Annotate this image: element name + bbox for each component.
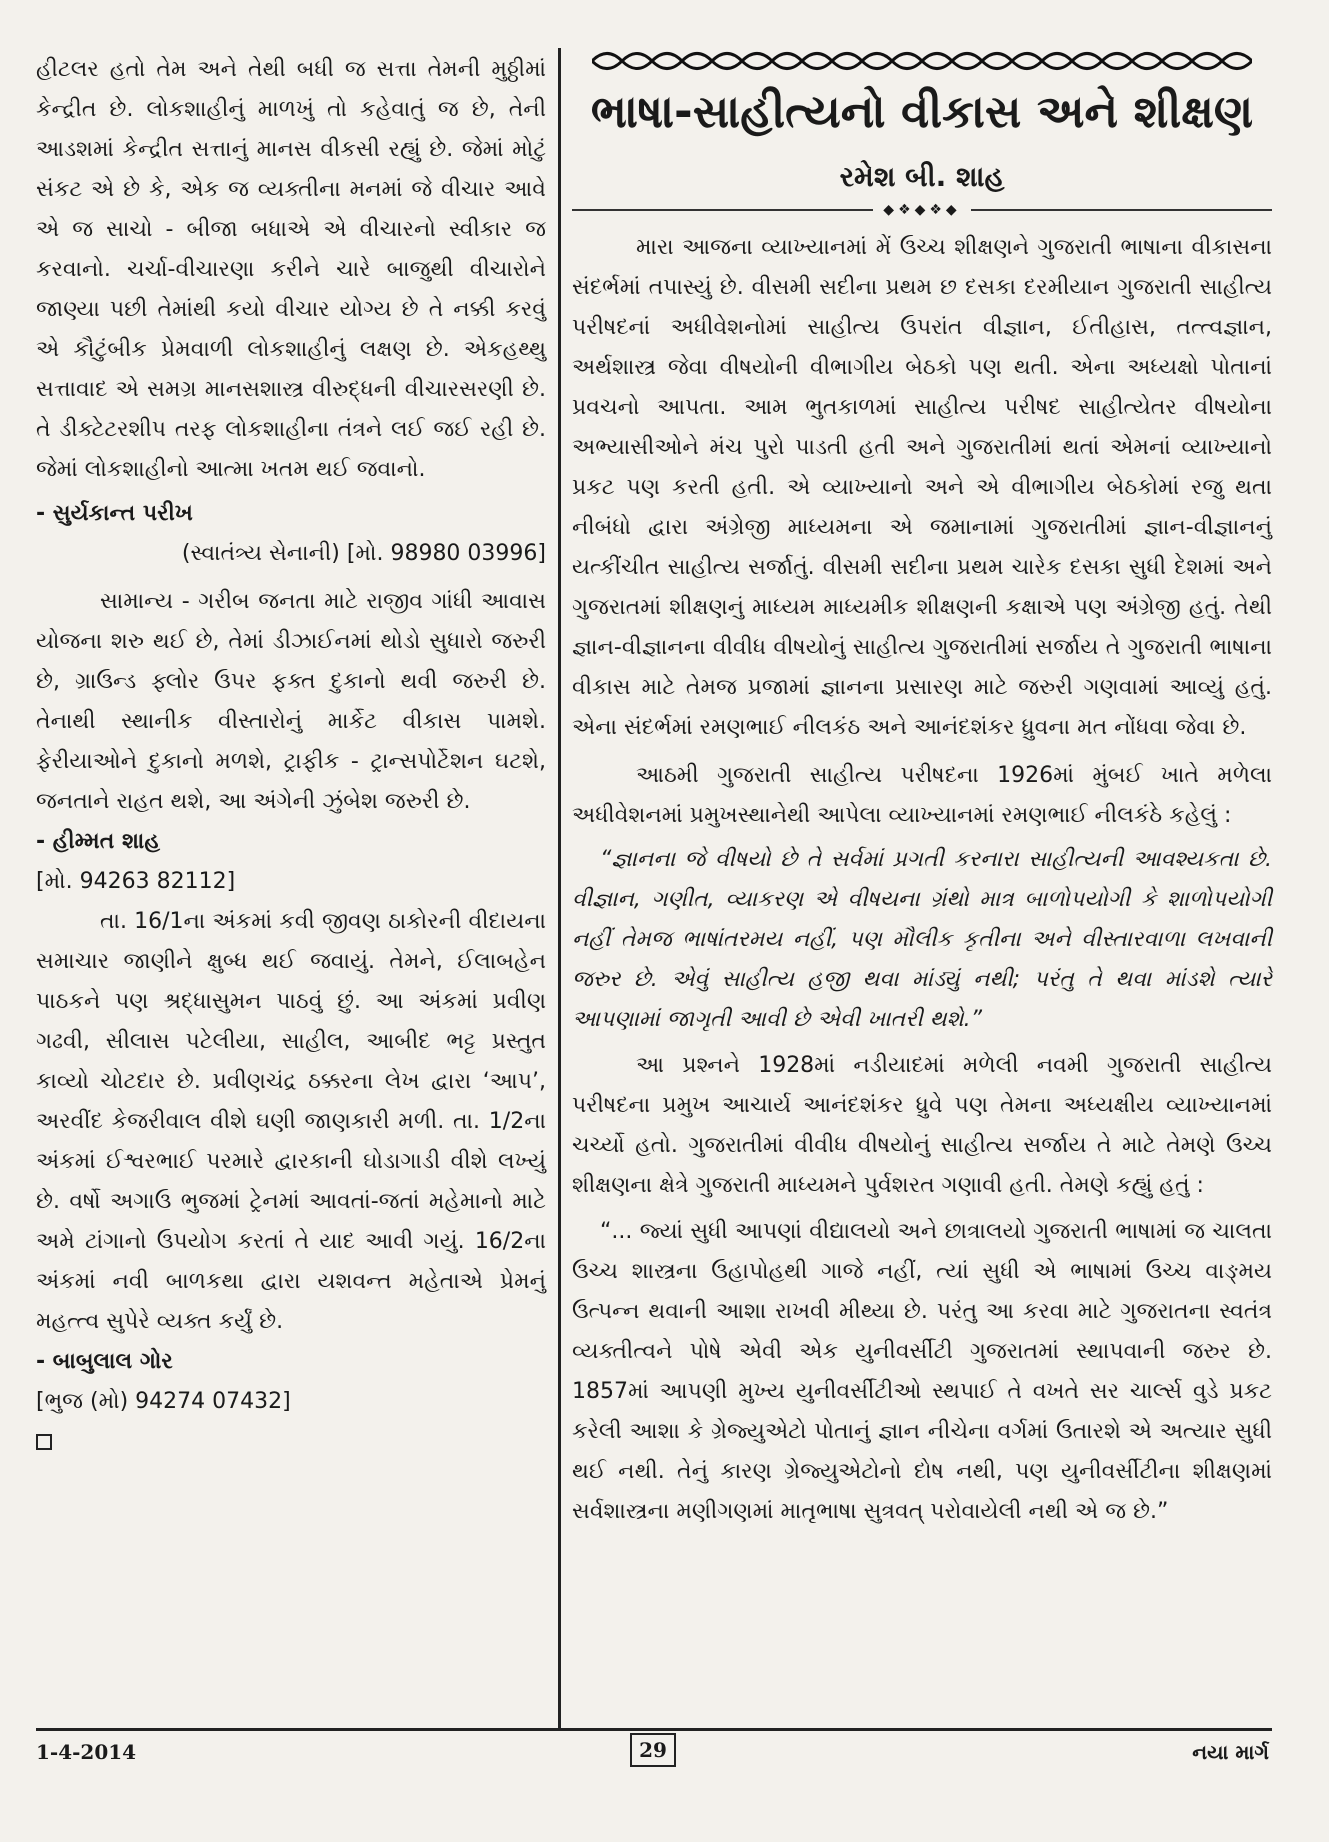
right-column [572, 48, 1272, 1532]
letter-paragraph-1: હીટલર હતો તેમ અને તેથી બધી જ સત્તા તેમની મુઠ્ઠીમાં કેન્દ્રીત છે. લોકશાહીનું માળખું તો કહેવાતું જ છે, તેની આડશમાં કેન્દ્રીત સત્તાનું માનસ વીકસી રહ્યું છે. જેમાં મોટું સંકટ એ છે કે, એક જ વ્યક્તીના મનમાં જે વીચાર આવે એ જ સાચો - બીજા બધાએ એ વીચારનો સ્વીકાર જ કરવાનો. ચર્ચા-વીચારણા કરીને ચારે બાજુથી વીચારોને જાણ્યા પછી તેમાંથી કયો વીચાર યોગ્ય છે તે નક્કી કરવું એ કૌટુંબીક પ્રેમવાળી લોકશાહીનું લક્ષણ છે. એકહથ્થુ સત્તાવાદ એ સમગ્ર માનસશાસ્ત્ર વીરુદ્ધની વીચારસરણી છે. તે ડીક્ટેટરશીપ તરફ લોકશાહીના તંત્રને લઈ જઈ રહી છે. જેમાં લોકશાહીનો આત્મા ખતમ થઈ જવાનો. [36, 57, 546, 482]
article-author: રમેશ બી. શાહ [839, 160, 1005, 193]
end-box-icon [36, 1434, 52, 1450]
signature-note-3: [ભુજ (મો) 94274 07432] [36, 1389, 291, 1414]
article-body [572, 228, 1272, 1532]
article-title: ભાષા-સાહીત્યનો વીકાસ અને શીક્ષણ [590, 85, 1254, 138]
letter-paragraph-2: સામાન્ય - ગરીબ જનતા માટે રાજીવ ગાંધી આવાસ યોજના શરુ થઈ છે, તેમાં ડીઝાઈનમાં થોડો સુધારો જરુરી છે, ગ્રાઉન્ડ ફ્લોર ઉપર ફક્ત દુકાનો થવી જરુરી છે. તેનાથી સ્થાનીક વીસ્તારોનું માર્કેટ વીકાસ પામશે. ફેરીયાઓને દુકાનો મળશે, ટ્રાફીક - ટ્રાન્સપોર્ટેશન ઘટશે, જનતાને રાહત થશે, આ અંગેની ઝુંબેશ જરુરી છે. [36, 589, 546, 814]
signature-suryakant: - સુર્યકાન્ત પરીખ [36, 501, 193, 526]
letter-paragraph-3: તા. 16/1ના અંકમાં કવી જીવણ ઠાકોરની વીદાયના સમાચાર જાણીને ક્ષુબ્ધ થઈ જવાયું. તેમને, ઈલાબહેન પાઠકને પણ શ્રદ્ધાસુમન પાઠવું છું. આ અંકમાં પ્રવીણ ગઢવી, સીલાસ પટેલીયા, સાહીલ, આબીદ ભટ્ટ પ્રસ્તુત કાવ્યો ચોટદાર છે. પ્રવીણચંદ્ર ઠક્કરના લેખ દ્વારા ‘આપ’, અરવીંદ કેજરીવાલ વીશે ઘણી જાણકારી મળી. તા. 1/2ના અંકમાં ઈશ્વરભાઈ પરમારે દ્વારકાની ઘોડાગાડી વીશે લખ્યું છે. વર્ષો અગાઉ ભુજમાં ટ્રેનમાં આવતાં-જતાં મહેમાનો માટે અમે ટાંગાનો ઉપયોગ કરતાં તે યાદ આવી ગયું. 16/2ના અંકમાં નવી બાળકથા દ્વારા યશવન્ત મહેતાએ પ્રેમનું મહત્ત્વ સુપેરે વ્યક્ત કર્યું છે. [36, 909, 546, 1334]
article-paragraph-1: મારા આજના વ્યાખ્યાનમાં મેં ઉચ્ચ શીક્ષણને ગુજરાતી ભાષાના વીકાસના સંદર્ભમાં તપાસ્યું છે. વીસમી સદીના પ્રથમ છ દસકા દરમીયાન ગુજરાતી સાહીત્ય પરીષદનાં અધીવેશનોમાં સાહીત્ય ઉપરાંત વીજ્ઞાન, ઈતીહાસ, તત્ત્વજ્ઞાન, અર્થશાસ્ત્ર જેવા વીષયોની વીભાગીય બેઠકો પણ થતી. એના અધ્યક્ષો પોતાનાં પ્રવચનો આપતા. આમ ભુતકાળમાં સાહીત્ય પરીષદ સાહીત્યેતર વીષયોના અભ્યાસીઓને મંચ પુરો પાડતી હતી અને ગુજરાતીમાં થતાં એમનાં વ્યાખ્યાનો પ્રકટ પણ કરતી હતી. એ વ્યાખ્યાનો અને એ વીભાગીય બેઠકોમાં રજુ થતા નીબંધો દ્વારા અંગ્રેજી માધ્યમના એ જમાનામાં ગુજરાતીમાં જ્ઞાન-વીજ્ઞાનનું યત્કીંચીત સાહીત્ય સર્જાતું. વીસમી સદીના પ્રથમ ચારેક દસકા સુધી દેશમાં અને ગુજરાતમાં શીક્ષણનું માધ્યમ માધ્યમીક શીક્ષણની કક્ષાએ પણ અંગ્રેજી હતું. તેથી જ્ઞાન-વીજ્ઞાનના વીવીધ વીષયોનું સાહીત્ય ગુજરાતીમાં સર્જાય તે ગુજરાતી ભાષાના વીકાસ માટે તેમજ પ્રજામાં જ્ઞાનના પ્રસારણ માટે જરુરી ગણવામાં આવ્યું હતું. એના સંદર્ભમાં રમણભાઈ નીલકંઠ અને આનંદશંકર ધ્રુવના મત નોંધવા જેવા છે. [572, 235, 1272, 740]
author-divider [572, 200, 1272, 220]
wave-ornament-icon [592, 48, 1252, 74]
issue-date: 1-4-2014 [36, 1740, 137, 1764]
article-paragraph-3: આ પ્રશ્નને 1928માં નડીયાદમાં મળેલી નવમી ગુજરાતી સાહીત્ય પરીષદના પ્રમુખ આચાર્ય આનંદશંકર ધ્રુવે પણ તેમના અધ્યક્ષીય વ્યાખ્યાનમાં ચર્ચ્યો હતો. ગુજરાતીમાં વીવીધ વીષયોનું સાહીત્ય સર્જાય તે માટે તેમણે ઉચ્ચ શીક્ષણના ક્ષેત્રે ગુજરાતી માધ્યમને પુર્વશરત ગણાવી હતી. તેમણે કહ્યું હતું : [572, 1053, 1272, 1198]
left-column [36, 50, 546, 1462]
magazine-name: નયા માર્ગ [1192, 1740, 1269, 1764]
footer-rule [36, 1728, 1272, 1731]
ornament-border [572, 48, 1272, 74]
quote-ramanbhai: “જ્ઞાનના જે વીષયો છે તે સર્વમાં પ્રગતી કરનારા સાહીત્યની આવશ્યકતા છે. વીજ્ઞાન, ગણીત, વ્યાકરણ એ વીષયના ગ્રંથો માત્ર બાળોપયોગી કે શાળોપયોગી નહીં તેમજ ભાષાંતરમય નહીં, પણ મૌલીક કૃતીના અને વીસ્તારવાળા લખવાની જરુર છે. એવું સાહીત્ય હજી થવા માંડ્યું નથી; પરંતુ તે થવા માંડશે ત્યારે આપણામાં જાગૃતી આવી છે એવી ખાતરી થશે.” [572, 847, 1272, 1032]
signature-note-1: (સ્વાતંત્ર્ય સેનાની) [મો. 98980 03996] [181, 541, 546, 566]
column-divider [558, 48, 561, 1728]
quote-anandshankar: “... જ્યાં સુધી આપણાં વીદ્યાલયો અને છાત્રાલયો ગુજરાતી ભાષામાં જ ચાલતા ઉચ્ચ શાસ્ત્રના ઉહાપોહથી ગાજે નહીં, ત્યાં સુધી એ ભાષામાં ઉચ્ચ વાઙ્મય ઉત્પન્ન થવાની આશા રાખવી મીથ્યા છે. પરંતુ આ કરવા માટે ગુજરાતના સ્વતંત્ર વ્યક્તીત્વને પોષે એવી એક યુનીવર્સીટી ગુજરાતમાં સ્થાપવાની જરુર છે. 1857માં આપણી મુખ્ય યુનીવર્સીટીઓ સ્થપાઈ તે વખતે સર ચાર્લ્સ વુડે પ્રકટ કરેલી આશા કે ગ્રેજ્યુએટો પોતાનું જ્ઞાન નીચેના વર્ગમાં ઉતારશે એ અત્યાર સુધી થઈ નથી. તેનું કારણ ગ્રેજ્યુએટોનો દોષ નથી, પણ યુનીવર્સીટીના શીક્ષણમાં સર્વશાસ્ત્રના મણીગણમાં માતૃભાષા સુત્રવત્ પરોવાયેલી નથી એ જ છે.” [572, 1219, 1272, 1524]
article-paragraph-2: આઠમી ગુજરાતી સાહીત્ય પરીષદના 1926માં મુંબઈ ખાતે મળેલા અધીવેશનમાં પ્રમુખસ્થાનેથી આપેલા વ્યાખ્યાનમાં રમણભાઈ નીલકંઠે કહેલું : [572, 763, 1272, 828]
end-mark [36, 1422, 546, 1462]
diamond-ornament-icon: ◆❖◆❖◆ [883, 202, 961, 218]
signature-himmat: - હીમ્મત શાહ [36, 829, 160, 854]
signature-babulal: - બાબુલાલ ગોર [36, 1349, 173, 1374]
page-number: 29 [630, 1733, 676, 1767]
signature-note-2: [મો. 94263 82112] [36, 869, 236, 894]
